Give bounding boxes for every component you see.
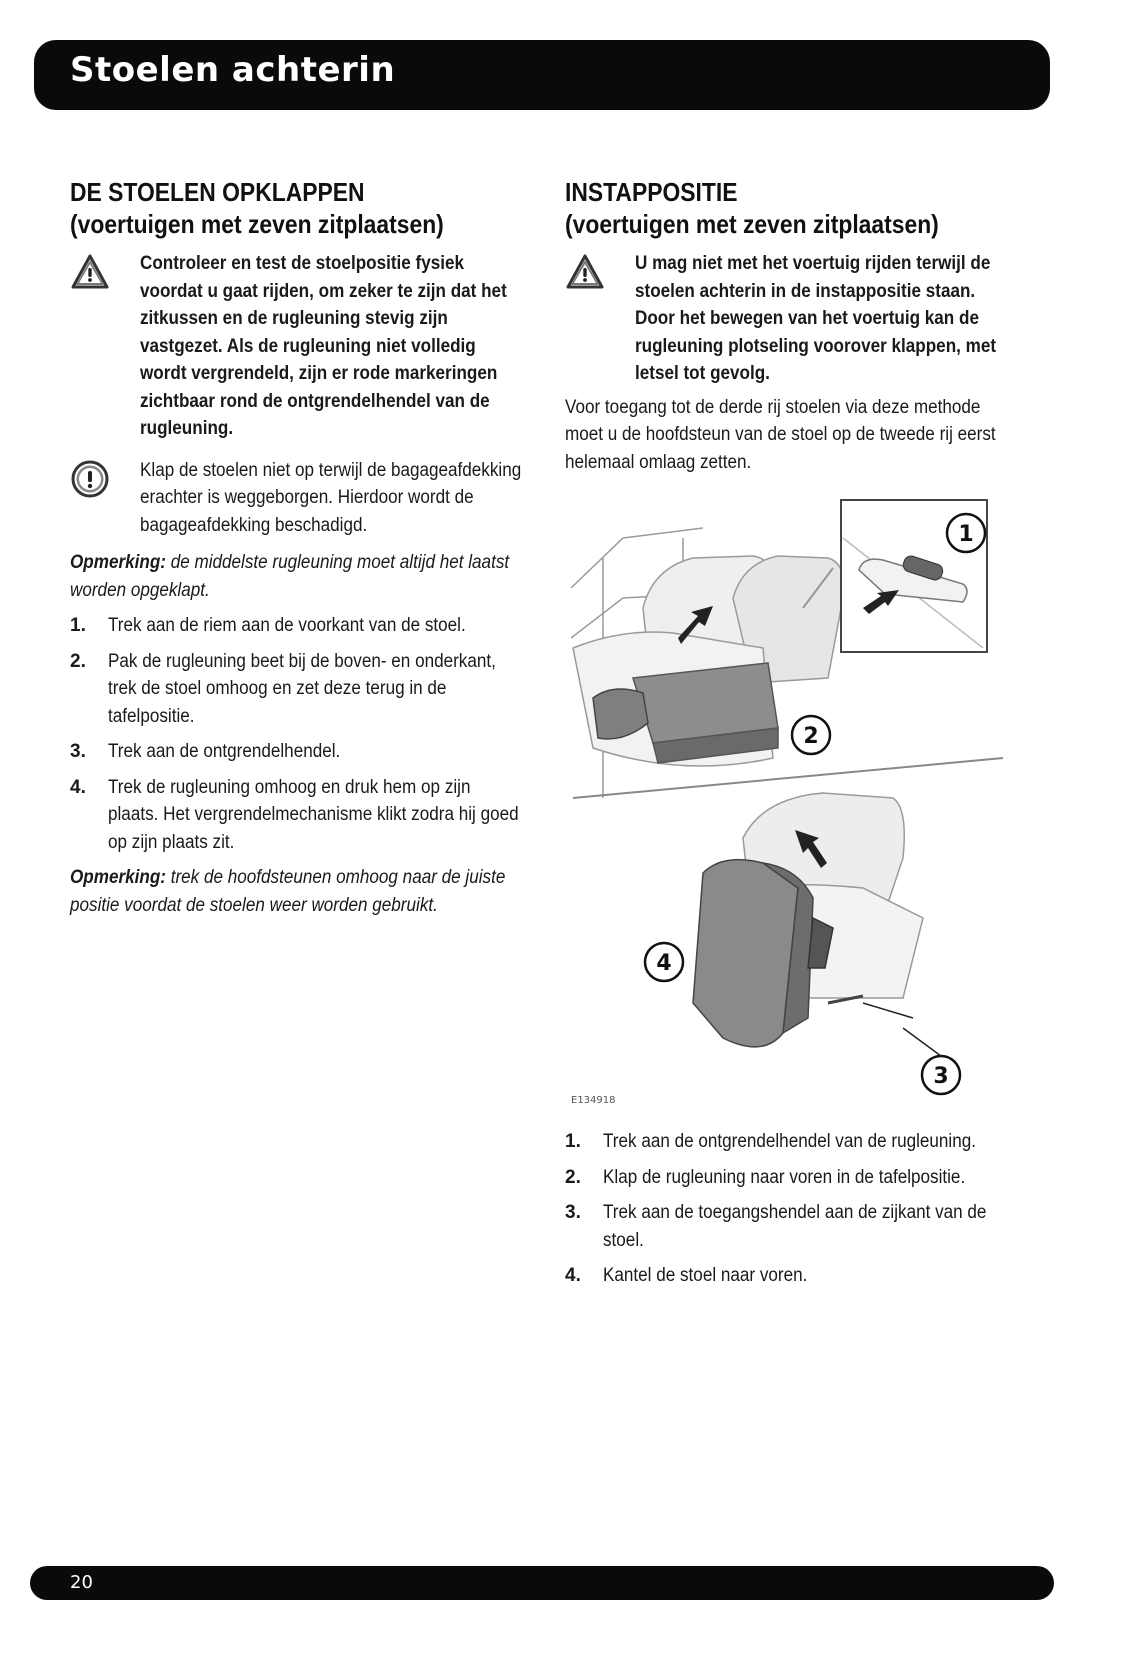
seat-illustration [563, 498, 1011, 1110]
callout-1: 1 [958, 522, 974, 547]
note-text: trek de hoofdsteunen omhoog naar de juiste positie voordat de stoelen weer worden gebruikt. [70, 867, 506, 916]
callout-3: 3 [933, 1064, 949, 1089]
list-item [70, 774, 525, 857]
step-text: Trek aan de ontgrendelhendel. [108, 741, 341, 762]
list-item [70, 612, 525, 640]
step-text: Kantel de stoel naar voren. [603, 1265, 808, 1286]
right-intro [565, 394, 1020, 477]
left-warning-text: Controleer en test de stoelpositie fysiek voordat u gaat rijden, om zeker te zijn dat het zitkussen en de rugleuning stevig zijn vastgezet. Als de rugleuning niet volledig wordt vergrendeld, zijn er rode markeringen zichtbaar rond de ontgrendelhendel van de rugleuning. [140, 253, 507, 439]
step-number: 2. [70, 650, 86, 672]
left-note-1 [70, 549, 525, 604]
note-label: Opmerking: [70, 552, 166, 573]
note-text: de middelste rugleuning moet altijd het laatst worden opgeklapt. [70, 552, 510, 601]
list-item [565, 1262, 1020, 1290]
left-note-2 [70, 864, 525, 919]
right-steps-block [565, 1128, 1020, 1298]
step-number: 2. [565, 1166, 581, 1188]
left-heading-line2: (voertuigen met zeven zitplaatsen) [70, 209, 444, 239]
left-heading-line1: DE STOELEN OPKLAPPEN [70, 177, 365, 207]
right-column [565, 176, 1020, 476]
figure-code: E134918 [571, 1095, 616, 1106]
list-item [565, 1199, 1020, 1254]
note-label: Opmerking: [70, 867, 166, 888]
intro-text: Voor toegang tot de derde rij stoelen via deze methode moet u de hoofdsteun van de stoel op de tweede rij eerst helemaal omlaag zetten. [565, 396, 996, 473]
step-number: 4. [70, 776, 86, 798]
step-text: Trek aan de ontgrendelhendel van de rugleuning. [603, 1131, 976, 1152]
footer-bar [30, 1566, 1054, 1600]
exclamation-circle-icon [70, 459, 110, 499]
step-number: 4. [565, 1265, 581, 1286]
step-number: 1. [565, 1131, 581, 1152]
list-item [70, 738, 525, 766]
page-title: Stoelen achterin [70, 50, 396, 90]
warning-triangle-icon [565, 252, 605, 292]
step-text: Pak de rugleuning beet bij de boven- en onderkant, trek de stoel omhoog en zet deze terug in de tafelpositie. [108, 650, 496, 727]
warning-triangle-icon [70, 252, 110, 292]
step-number: 3. [70, 741, 86, 762]
left-warning [70, 250, 525, 443]
header-bar [34, 40, 1050, 110]
left-caution-text: Klap de stoelen niet op terwijl de bagageafdekking erachter is weggeborgen. Hierdoor wordt de bagageafdekking beschadigd. [140, 459, 522, 536]
callout-4: 4 [656, 951, 672, 976]
right-steps [565, 1128, 1020, 1290]
list-item [565, 1128, 1020, 1156]
right-heading-line2: (voertuigen met zeven zitplaatsen) [565, 209, 939, 239]
step-text: Trek aan de toegangshendel aan de zijkant van de stoel. [603, 1202, 987, 1251]
left-steps [70, 612, 525, 856]
right-heading-line1: INSTAPPOSITIE [565, 177, 738, 207]
list-item [565, 1164, 1020, 1192]
callout-2: 2 [803, 724, 819, 749]
step-text: Trek aan de riem aan de voorkant van de stoel. [108, 615, 466, 636]
step-text: Klap de rugleuning naar voren in de tafelpositie. [603, 1166, 966, 1188]
page-number: 20 [70, 1572, 93, 1593]
step-number: 3. [565, 1202, 581, 1223]
seat-illustration-svg [563, 498, 1011, 1110]
step-number: 1. [70, 615, 86, 636]
left-caution [70, 457, 525, 540]
right-warning-text: U mag niet met het voertuig rijden terwijl de stoelen achterin in de instappositie staan. Door het bewegen van het voertuig kan de rugleuning plotseling voorover klappen, met letsel tot gevolg. [635, 253, 997, 384]
right-warning [565, 250, 1020, 388]
list-item [70, 648, 525, 731]
left-column [70, 176, 525, 919]
step-text: Trek de rugleuning omhoog en druk hem op zijn plaats. Het vergrendelmechanisme klikt zodra hij goed op zijn plaats zit. [108, 776, 519, 853]
